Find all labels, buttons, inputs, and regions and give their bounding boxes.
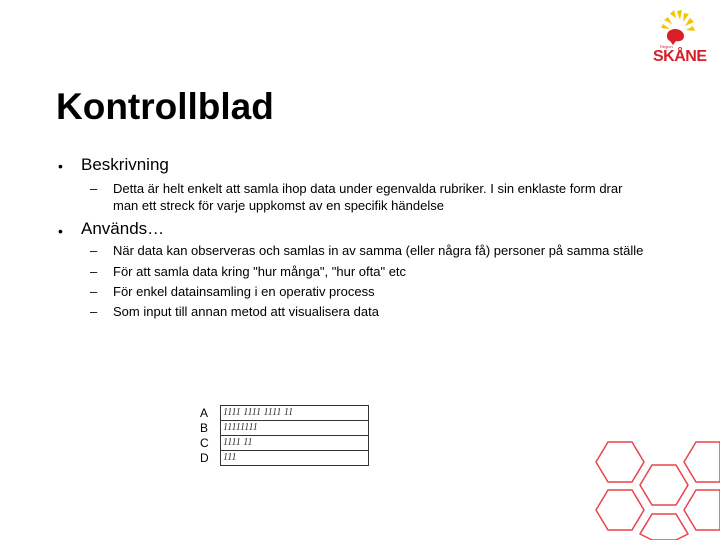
dash-marker: –: [90, 304, 98, 319]
description-line-2: man ett streck för varje uppkomst av en specifik händelse: [113, 198, 444, 213]
tally-row-marks: 1111 1111 1111 11: [221, 406, 369, 421]
tally-row-label: B: [200, 421, 209, 435]
bullet-dot: •: [58, 158, 63, 174]
description-line-1: Detta är helt enkelt att samla ihop data under egenvalda rubriker. I sin enklaste form drar: [113, 181, 623, 196]
usage-item-1: När data kan observeras och samlas in av samma (eller några få) personer på samma ställe: [113, 243, 644, 258]
tally-row-marks: 1111 11: [221, 436, 369, 451]
tally-table: [200, 405, 369, 466]
usage-item-2: För att samla data kring "hur många", "hur ofta" etc: [113, 264, 407, 279]
usage-item-4: Som input till annan metod att visualisera data: [113, 304, 379, 319]
dash-marker: –: [90, 264, 98, 279]
dash-marker: –: [90, 284, 98, 299]
tally-sheet: [200, 405, 369, 466]
tally-row-label: A: [200, 406, 209, 420]
usage-item-3: För enkel datainsamling i en operativ process: [113, 284, 375, 299]
tally-row-label: C: [200, 436, 209, 450]
tally-row-marks: 11111111: [221, 421, 369, 436]
tally-row-marks: 111: [221, 451, 369, 466]
dash-marker: –: [90, 181, 98, 196]
table-row: [200, 406, 369, 421]
logo-region-text: Region: [660, 44, 673, 49]
dash-marker: –: [90, 243, 98, 258]
table-row: [200, 421, 369, 436]
bullet-dot: •: [58, 223, 63, 239]
tally-row-label: D: [200, 451, 209, 465]
section-heading-anvands: Används…: [81, 219, 165, 238]
hexagon-pattern-icon: [590, 430, 720, 540]
table-row: [200, 436, 369, 451]
table-row: [200, 451, 369, 466]
logo-brand-text: SKÅNE: [653, 48, 707, 65]
section-heading-beskrivning: Beskrivning: [81, 155, 169, 174]
page-title: Kontrollblad: [56, 86, 274, 127]
